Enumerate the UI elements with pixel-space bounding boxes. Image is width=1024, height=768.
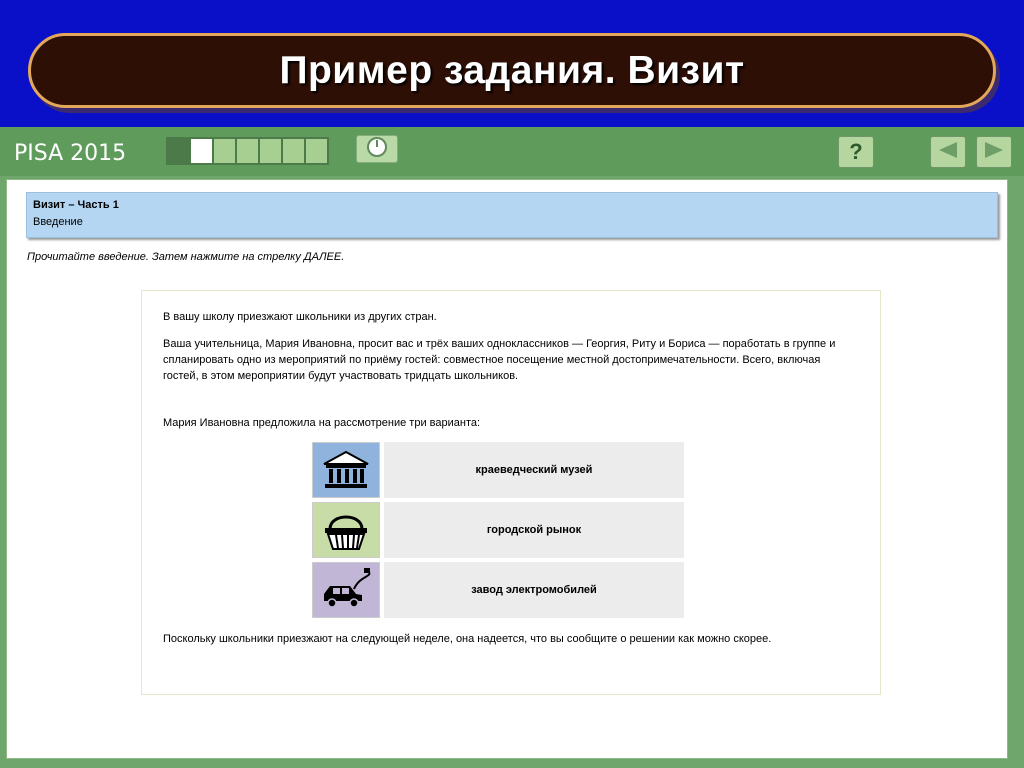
museum-icon xyxy=(312,442,380,498)
progress-segment xyxy=(306,139,327,163)
pisa-window xyxy=(0,127,1024,768)
content-panel xyxy=(6,179,1008,759)
option-museum xyxy=(312,442,684,498)
back-button[interactable] xyxy=(930,136,966,168)
arrow-left-icon xyxy=(936,140,960,165)
closing-paragraph: Поскольку школьники приезжают на следующей неделе, она надеется, что вы сообщите о решении как можно скорее. xyxy=(163,633,772,645)
help-button[interactable] xyxy=(838,136,874,168)
clock-icon xyxy=(366,136,388,163)
options-intro-paragraph: Мария Ивановна предложила на рассмотрение три варианта: xyxy=(163,417,481,429)
progress-segment xyxy=(283,139,304,163)
progress-segment xyxy=(214,139,235,163)
task-paragraph: Ваша учительница, Мария Ивановна, просит вас и трёх ваших одноклассников — Георгия, Риту и Бориса — поработать в группе и спланировать одно из мероприятий по приёму гостей: совместное посещение местной достопримечательности. Всего, включая гостей, в этом мероприятии будут участвовать тридцать школьников. xyxy=(163,338,836,382)
option-label: краеведческий музей xyxy=(384,442,684,498)
instruction-text: Прочитайте введение. Затем нажмите на стрелку ДАЛЕЕ. xyxy=(27,251,345,263)
option-market xyxy=(312,502,684,558)
intro-paragraph: В вашу школу приезжают школьники из других стран. xyxy=(163,311,437,323)
option-electric-car-factory xyxy=(312,562,684,618)
stimulus-text-box xyxy=(141,290,881,695)
question-mark-icon: ? xyxy=(849,139,863,164)
arrow-right-icon xyxy=(982,140,1006,165)
part-title: Визит – Часть 1 xyxy=(33,199,119,211)
slide-title: Пример задания. Визит xyxy=(279,48,745,92)
option-label: завод электромобилей xyxy=(384,562,684,618)
app-header xyxy=(0,127,1024,176)
slide-title-banner xyxy=(28,33,996,108)
next-button[interactable] xyxy=(976,136,1012,168)
progress-segment xyxy=(168,139,189,163)
progress-segment xyxy=(260,139,281,163)
part-header xyxy=(26,192,998,238)
basket-icon xyxy=(312,502,380,558)
progress-segment xyxy=(237,139,258,163)
option-label: городской рынок xyxy=(384,502,684,558)
part-subtitle: Введение xyxy=(33,216,83,228)
progress-bar xyxy=(166,137,329,165)
timer-button[interactable] xyxy=(356,135,398,163)
progress-segment-current xyxy=(191,139,212,163)
app-logo: PISA 2015 xyxy=(14,141,127,166)
electric-car-icon xyxy=(312,562,380,618)
